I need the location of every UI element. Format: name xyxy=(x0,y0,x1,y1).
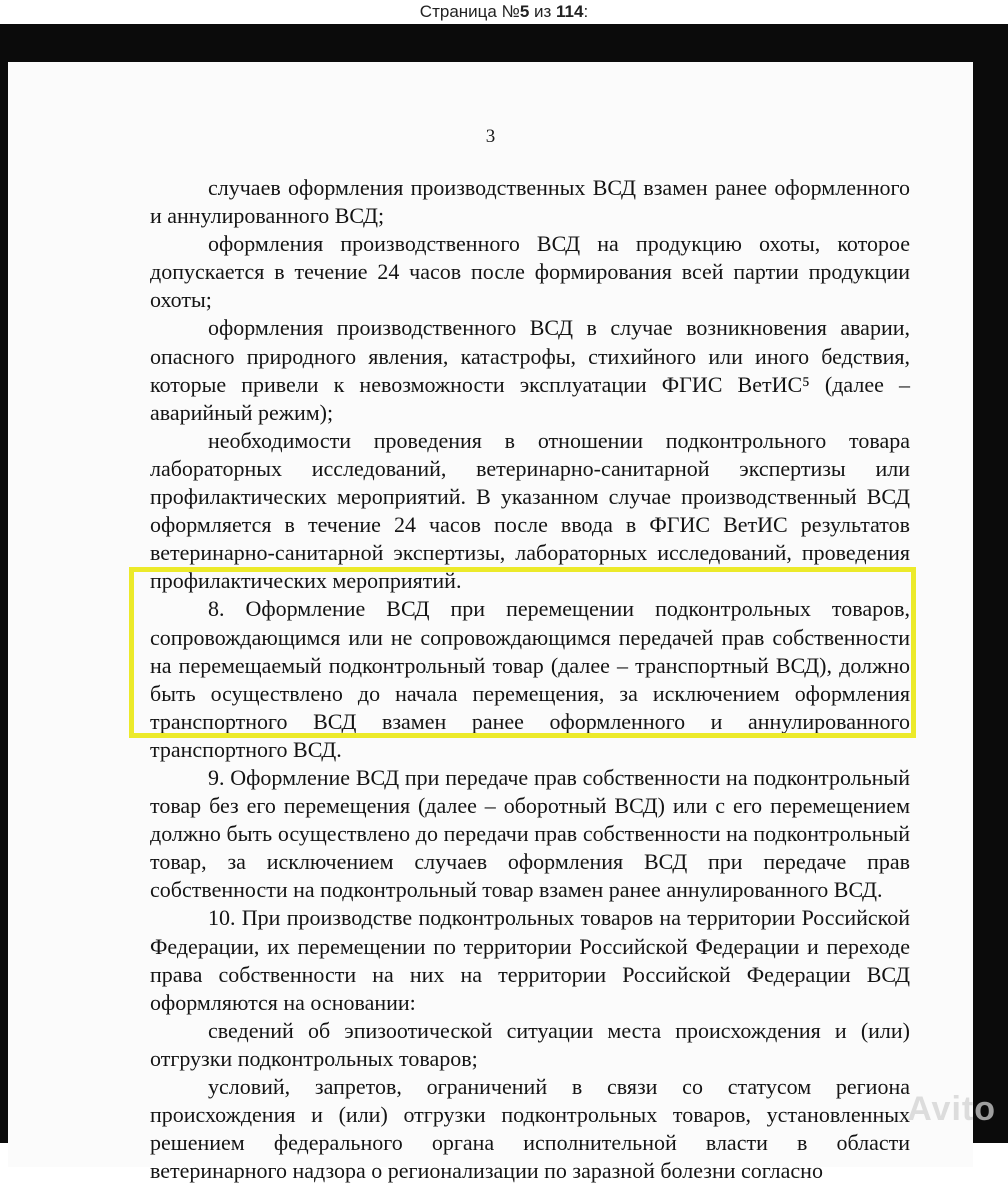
paragraph: случаев оформления производственных ВСД взамен ранее оформленного и аннулированного ВСД; xyxy=(150,175,910,229)
paragraph: 10. При производстве подконтрольных товаров на территории Российской Федерации, их перемещении по территории Российской Федерации и переходе права собственности на них на территории Российской Федерации ВСД оформляются на основании: xyxy=(150,905,910,1015)
scan-frame xyxy=(0,24,1008,1184)
watermark-logo: Avito xyxy=(907,1090,996,1128)
highlight-box xyxy=(129,567,916,738)
paragraph: 9. Оформление ВСД при передаче прав собственности на подконтрольный товар без его перемещения (далее – оборотный ВСД) или с его перемещением должно быть осуществлено до передачи прав собственности на подконтрольный товар, за исключением случаев оформления ВСД при передаче прав собственности на подконтрольный товар взамен ранее аннулированного ВСД. xyxy=(150,764,910,903)
paragraph: оформления производственного ВСД в случае возникновения аварии, опасного природного явления, катастрофы, стихийного или иного бедствия, которые привели к невозможности эксплуатации ФГИС ВетИС⁵ (далее – аварийный режим); xyxy=(150,315,910,425)
paragraph: условий, запретов, ограничений в связи со статусом региона происхождения и (или) отгрузки подконтрольных товаров, установленных решением федерального органа исполнительной власти в области ветеринарного надзора о регионализации по заразной болезни согласно xyxy=(150,1074,910,1184)
page-indicator xyxy=(0,0,1008,24)
paragraph: оформления производственного ВСД на продукцию охоты, которое допускается в течение 24 часов после формирования всей партии продукции охоты; xyxy=(150,231,910,313)
page-indicator-suffix: : xyxy=(583,2,589,21)
document-page xyxy=(8,62,973,1184)
paragraph: необходимости проведения в отношении подконтрольного товара лабораторных исследований, ветеринарно-санитарной экспертизы или профилактических мероприятий. В указанном случае производственный ВСД оформляется в течение 24 часов после ввода в ФГИС ВетИС результатов ветеринарно-санитарной экспертизы, лабораторных исследований, проведения профилактических мероприятий. xyxy=(150,427,910,594)
page-indicator-total: 114 xyxy=(556,2,584,21)
page-indicator-of: из xyxy=(529,2,557,21)
page-indicator-prefix: Страница № xyxy=(419,2,520,21)
paragraph-highlighted: 8. Оформление ВСД при перемещении подконтрольных товаров, сопровождающимся или не сопровождающимся передачей прав собственности на перемещаемый подконтрольный товар (далее – транспортный ВСД), должно быть осуществлено до начала перемещения, за исключением оформления транспортного ВСД взамен ранее оформленного и аннулированного транспортного ВСД. xyxy=(150,596,910,762)
paragraph: сведений об эпизоотической ситуации места происхождения и (или) отгрузки подконтрольных товаров; xyxy=(150,1017,910,1071)
page-indicator-current: 5 xyxy=(519,2,530,21)
page-number: 3 xyxy=(485,126,496,147)
